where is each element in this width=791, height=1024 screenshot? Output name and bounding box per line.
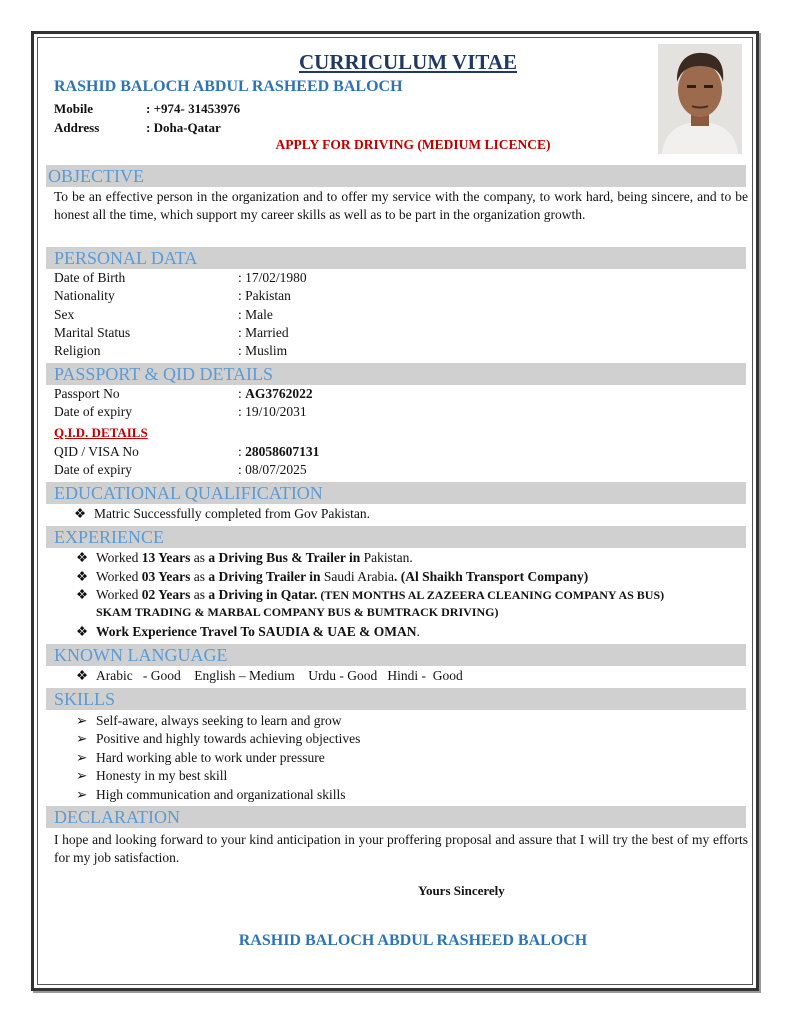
skill-item <box>76 750 325 766</box>
sex-label: Sex <box>54 307 75 322</box>
address-label: Address <box>54 120 100 135</box>
diamond-bullet-icon: ❖ <box>74 506 87 521</box>
arrow-bullet-icon: ➢ <box>76 787 88 802</box>
skill-item <box>76 713 342 729</box>
nationality-label: Nationality <box>54 288 115 303</box>
portrait-photo <box>658 44 742 154</box>
qid-expiry-value: : 08/07/2025 <box>238 462 307 477</box>
section-heading-passport: PASSPORT & QID DETAILS <box>54 364 274 384</box>
passport-expiry-value: : 19/10/2031 <box>238 404 307 419</box>
skill-item <box>76 731 360 747</box>
cv-inner-frame <box>37 37 753 985</box>
section-heading-language: KNOWN LANGUAGE <box>54 645 228 665</box>
qid-colon: : <box>238 444 246 459</box>
exp2-country: Saudi Arabia <box>320 569 395 584</box>
nationality-value: : Pakistan <box>238 288 291 303</box>
passport-number: AG3762022 <box>245 386 313 401</box>
candidate-name: RASHID BALOCH ABDUL RASHEED BALOCH <box>54 78 403 95</box>
exp2-as: as <box>190 569 209 584</box>
section-bar-personal <box>46 247 746 269</box>
section-bar-language <box>46 644 746 666</box>
passport-value-line <box>238 386 313 402</box>
exp2-company: . (Al Shaikh Transport Company) <box>394 569 589 584</box>
language-item <box>76 668 463 684</box>
exp3-as: as <box>190 587 209 602</box>
education-item <box>74 506 370 522</box>
sex-value: : Male <box>238 307 273 322</box>
section-bar-passport <box>46 363 746 385</box>
section-heading-personal: PERSONAL DATA <box>54 248 198 268</box>
apply-for-line: APPLY FOR DRIVING (MEDIUM LICENCE) <box>275 137 551 152</box>
cv-page-frame <box>31 31 759 991</box>
section-heading-objective: OBJECTIVE <box>48 166 144 186</box>
diamond-bullet-icon: ❖ <box>76 668 89 683</box>
diamond-bullet-icon: ❖ <box>76 587 89 602</box>
section-heading-education: EDUCATIONAL QUALIFICATION <box>54 483 323 503</box>
diamond-bullet-icon: ❖ <box>76 624 89 639</box>
qid-subheading: Q.I.D. DETAILS <box>54 425 148 440</box>
section-bar-objective <box>46 165 746 187</box>
exp3-text: Worked <box>96 587 142 602</box>
skill-item <box>76 768 227 784</box>
arrow-bullet-icon: ➢ <box>76 731 88 746</box>
exp2-text: Worked <box>96 569 142 584</box>
marital-status-label: Marital Status <box>54 325 131 340</box>
section-bar-education <box>46 482 746 504</box>
declaration-text: I hope and looking forward to your kind anticipation in your proffering proposal and assure that I will try the best of my efforts for my job satisfaction. <box>54 832 748 865</box>
exp4-text: Work Experience Travel To SAUDIA & UAE & OMAN <box>96 624 417 639</box>
arrow-bullet-icon: ➢ <box>76 750 88 765</box>
exp3-company: (TEN MONTHS AL ZAZEERA CLEANING COMPANY AS BUS) <box>317 588 665 602</box>
exp3-years: 02 Years <box>141 587 191 602</box>
qid-label: QID / VISA No <box>54 444 139 459</box>
section-bar-declaration <box>46 806 746 828</box>
language-text: Arabic - Good English – Medium Urdu - Good Hindi - Good <box>96 668 463 683</box>
skill-text: Self-aware, always seeking to learn and grow <box>96 713 342 728</box>
experience-item <box>76 624 420 640</box>
skill-text: Hard working able to work under pressure <box>96 750 325 765</box>
exp1-text: Worked <box>96 550 142 565</box>
experience-item <box>76 569 588 585</box>
diamond-bullet-icon: ❖ <box>76 569 89 584</box>
exp2-years: 03 Years <box>141 569 191 584</box>
marital-status-value: : Married <box>238 325 289 340</box>
qid-value-line <box>238 444 319 460</box>
address-value: : Doha-Qatar <box>146 120 221 135</box>
portrait-photo-icon <box>658 44 742 154</box>
mobile-label: Mobile <box>54 101 93 116</box>
exp3-role: a Driving in Qatar. <box>208 587 318 602</box>
experience-item <box>76 550 413 566</box>
skill-text: Positive and highly towards achieving objectives <box>96 731 361 746</box>
exp2-role: a Driving Trailer in <box>208 569 321 584</box>
religion-label: Religion <box>54 343 101 358</box>
arrow-bullet-icon: ➢ <box>76 768 88 783</box>
qid-expiry-label: Date of expiry <box>54 462 132 477</box>
exp1-role: a Driving Bus & Trailer in <box>208 550 361 565</box>
exp1-country: Pakistan. <box>360 550 413 565</box>
mobile-value: : +974- 31453976 <box>146 101 241 116</box>
skill-text: High communication and organizational skills <box>96 787 346 802</box>
passport-label: Passport No <box>54 386 120 401</box>
section-heading-skills: SKILLS <box>54 689 116 709</box>
section-bar-experience <box>46 526 746 548</box>
exp1-as: as <box>190 550 209 565</box>
dob-label: Date of Birth <box>54 270 126 285</box>
education-item-text: Matric Successfully completed from Gov Pakistan. <box>94 506 370 521</box>
objective-text: To be an effective person in the organization and to offer my service with the company, to work hard, being sincere, and to be honest all the time, which support my career skills as well as to be part in the organization growth. <box>54 189 748 222</box>
skill-text: Honesty in my best skill <box>96 768 228 783</box>
passport-colon: : <box>238 386 246 401</box>
signature-name: RASHID BALOCH ABDUL RASHEED BALOCH <box>238 932 588 949</box>
skill-item <box>76 787 345 803</box>
closing-text: Yours Sincerely <box>418 883 505 898</box>
diamond-bullet-icon: ❖ <box>76 550 89 565</box>
passport-expiry-label: Date of expiry <box>54 404 132 419</box>
religion-value: : Muslim <box>238 343 288 358</box>
section-heading-experience: EXPERIENCE <box>54 527 164 547</box>
dob-value: : 17/02/1980 <box>238 270 307 285</box>
section-bar-skills <box>46 688 746 710</box>
experience-item <box>76 587 664 603</box>
exp4-period: . <box>416 624 420 639</box>
exp1-years: 13 Years <box>141 550 191 565</box>
qid-number: 28058607131 <box>245 444 320 459</box>
exp3-company-continued: SKAM TRADING & MARBAL COMPANY BUS & BUMTRACK DRIVING) <box>96 605 499 619</box>
arrow-bullet-icon: ➢ <box>76 713 88 728</box>
page-title: CURRICULUM VITAE <box>299 50 517 74</box>
section-heading-declaration: DECLARATION <box>54 807 180 827</box>
